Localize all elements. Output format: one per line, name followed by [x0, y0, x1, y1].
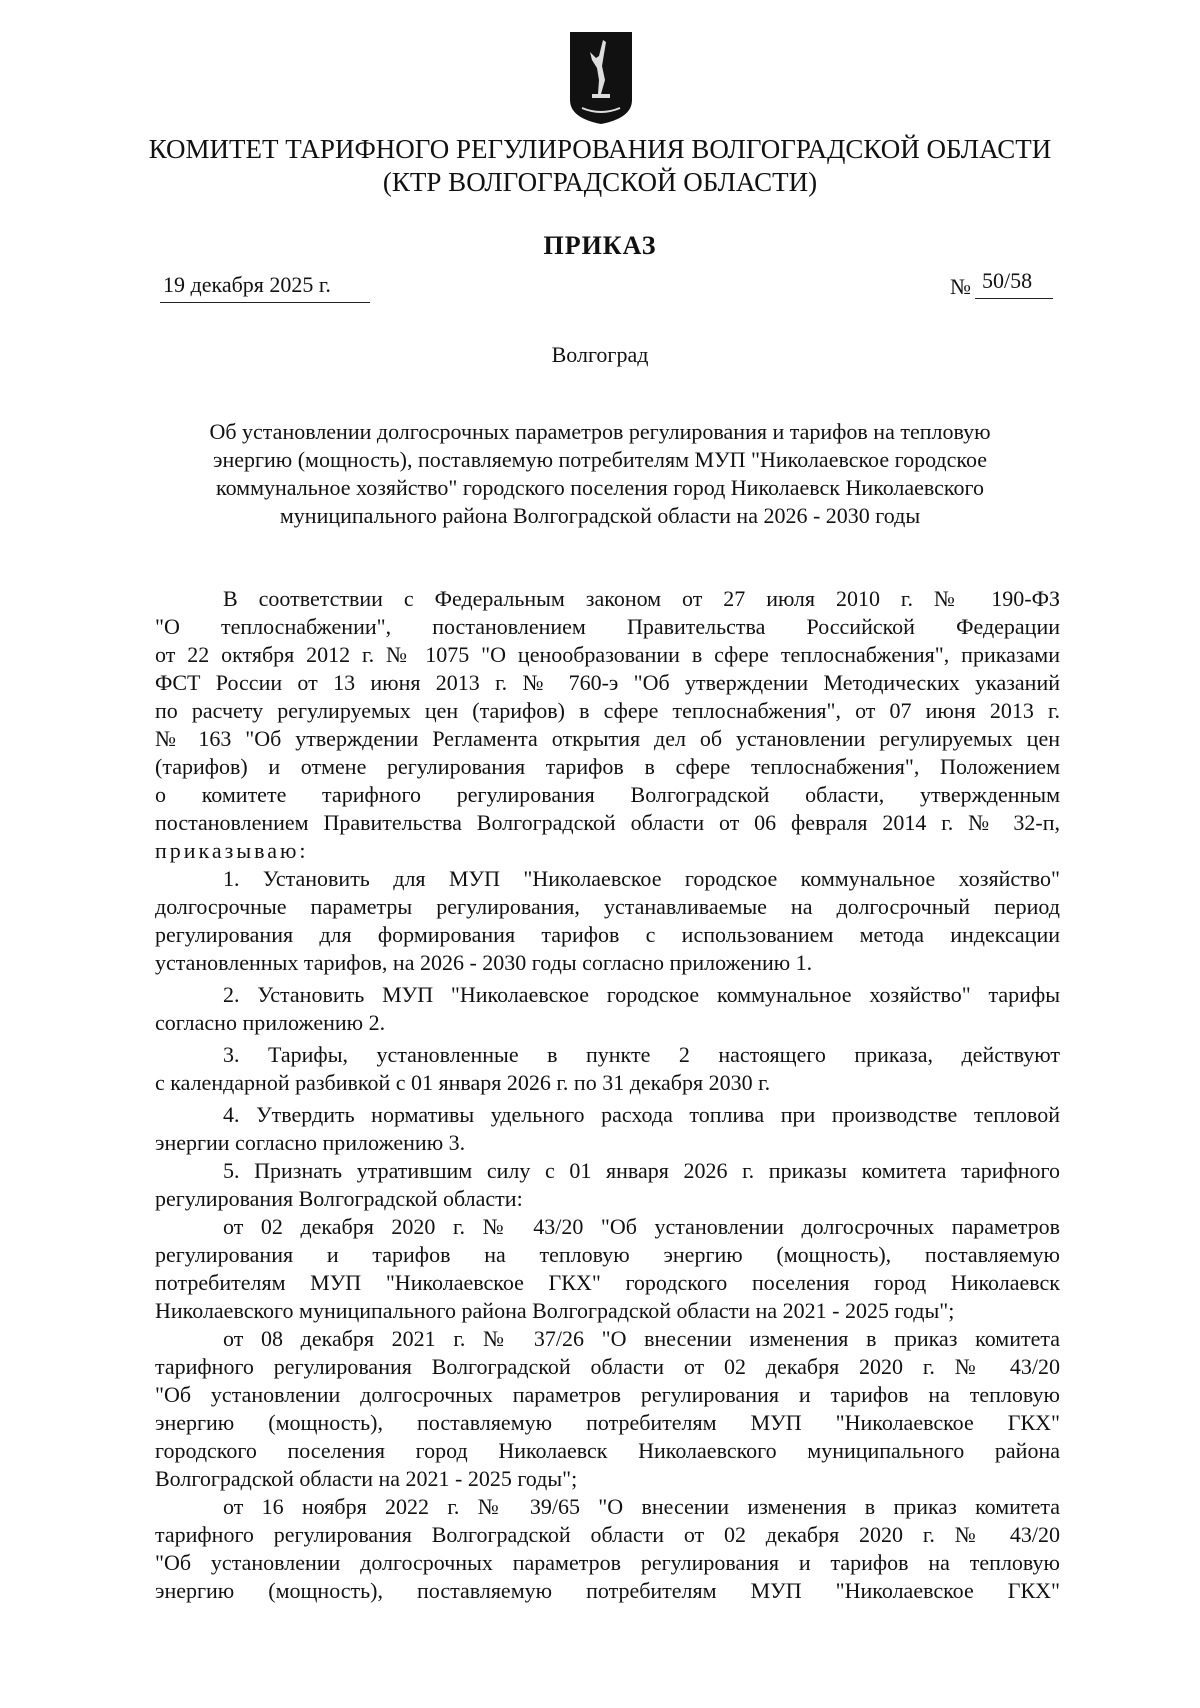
org-name: КОМИТЕТ ТАРИФНОГО РЕГУЛИРОВАНИЯ ВОЛГОГРАДСКОЙ ОБЛАСТИ — [148, 134, 1052, 164]
document-number: 50/58 — [982, 268, 1033, 293]
repealed-order-2-line: "Об установлении долгосрочных параметров регулирования и тарифов на тепловую — [155, 1382, 1060, 1407]
date-underline — [160, 302, 370, 303]
preamble-line: постановлением Правительства Волгоградской области от 06 февраля 2014 г. № 32-п, — [155, 810, 1060, 835]
document-body — [155, 585, 1060, 1605]
number-underline — [975, 298, 1053, 299]
preamble-line: от 22 октября 2012 г. № 1075 "О ценообразовании в сфере теплоснабжения", приказами — [155, 642, 1060, 667]
repealed-order-2-line: тарифного регулирования Волгоградской области от 02 декабря 2020 г. № 43/20 — [155, 1354, 1060, 1379]
repealed-order-2-line: Волгоградской области на 2021 - 2025 годы"; — [155, 1466, 578, 1491]
repealed-order-1-line: Николаевского муниципального района Волгоградской области на 2021 - 2025 годы"; — [155, 1298, 955, 1323]
preamble-line: о комитете тарифного регулирования Волгоградской области, утвержденным — [155, 782, 1060, 807]
repealed-order-3-line: "Об установлении долгосрочных параметров регулирования и тарифов на тепловую — [155, 1550, 1060, 1575]
repealed-order-3-line: от 16 ноября 2022 г. № 39/65 "О внесении изменения в приказ комитета — [223, 1494, 1060, 1519]
item-4-line: энергии согласно приложению 3. — [155, 1130, 466, 1155]
repealed-order-3-line: энергию (мощность), поставляемую потребителям МУП "Николаевское ГКХ" — [155, 1578, 1060, 1603]
item-1-line: установленных тарифов, на 2026 - 2030 годы согласно приложению 1. — [155, 950, 813, 975]
preamble-line: № 163 "Об утверждении Регламента открытия дел об установлении регулируемых цен — [155, 726, 1060, 751]
preamble-line: по расчету регулируемых цен (тарифов) в сфере теплоснабжения", от 07 июня 2013 г. — [155, 698, 1060, 723]
volgograd-emblem-icon — [568, 30, 634, 126]
repealed-order-2-line: городского поселения город Николаевск Николаевского муниципального района — [155, 1438, 1060, 1463]
item-1-line: долгосрочные параметры регулирования, устанавливаемые на долгосрочный период — [155, 894, 1060, 919]
preamble-line: В соответствии с Федеральным законом от 27 июля 2010 г. № 190-ФЗ — [223, 586, 1060, 611]
number-sign: № — [950, 274, 971, 299]
item-1-line: 1. Установить для МУП "Николаевское городское коммунальное хозяйство" — [223, 866, 1060, 891]
subject-line: коммунальное хозяйство" городского поселения город Николаевск Николаевского — [216, 475, 984, 500]
item-3-line: 3. Тарифы, установленные в пункте 2 настоящего приказа, действуют — [223, 1042, 1060, 1067]
org-abbrev: (КТР ВОЛГОГРАДСКОЙ ОБЛАСТИ) — [382, 167, 818, 197]
preamble-line: "О теплоснабжении", постановлением Правительства Российской Федерации — [155, 614, 1060, 639]
preamble-line: ФСТ России от 13 июня 2013 г. № 760-э "Об утверждении Методических указаний — [155, 670, 1060, 695]
repealed-order-3-line: тарифного регулирования Волгоградской области от 02 декабря 2020 г. № 43/20 — [155, 1522, 1060, 1547]
document-subject — [120, 418, 1080, 530]
subject-line: энергию (мощность), поставляемую потребителям МУП "Николаевское городское — [213, 447, 987, 472]
document-date: 19 декабря 2025 г. — [163, 272, 331, 297]
item-2-line: 2. Установить МУП "Николаевское городское коммунальное хозяйство" тарифы — [223, 982, 1060, 1007]
repealed-order-1-line: потребителям МУП "Николаевское ГКХ" городского поселения город Николаевск — [155, 1270, 1060, 1295]
subject-line: муниципального района Волгоградской области на 2026 - 2030 годы — [279, 503, 921, 528]
order-word: приказываю: — [155, 838, 309, 863]
subject-line: Об установлении долгосрочных параметров регулирования и тарифов на тепловую — [209, 419, 991, 444]
item-4-line: 4. Утвердить нормативы удельного расхода топлива при производстве тепловой — [223, 1102, 1060, 1127]
document-title: ПРИКАЗ — [543, 231, 657, 260]
repealed-order-2-line: энергию (мощность), поставляемую потребителям МУП "Николаевское ГКХ" — [155, 1410, 1060, 1435]
item-1-line: регулирования для формирования тарифов с использованием метода индексации — [155, 922, 1060, 947]
item-2-line: согласно приложению 2. — [155, 1010, 386, 1035]
repealed-order-1-line: от 02 декабря 2020 г. № 43/20 "Об установлении долгосрочных параметров — [223, 1214, 1060, 1239]
preamble-line: (тарифов) и отмене регулирования тарифов в сфере теплоснабжения", Положением — [155, 754, 1060, 779]
item-3-line: с календарной разбивкой с 01 января 2026 г. по 31 декабря 2030 г. — [155, 1070, 771, 1095]
repealed-order-1-line: регулирования и тарифов на тепловую энергию (мощность), поставляемую — [155, 1242, 1060, 1267]
item-5-line: 5. Признать утратившим силу с 01 января 2026 г. приказы комитета тарифного — [223, 1158, 1060, 1183]
repealed-order-2-line: от 08 декабря 2021 г. № 37/26 "О внесении изменения в приказ комитета — [223, 1326, 1060, 1351]
item-5-line: регулирования Волгоградской области: — [155, 1186, 523, 1211]
document-city: Волгоград — [551, 342, 649, 367]
